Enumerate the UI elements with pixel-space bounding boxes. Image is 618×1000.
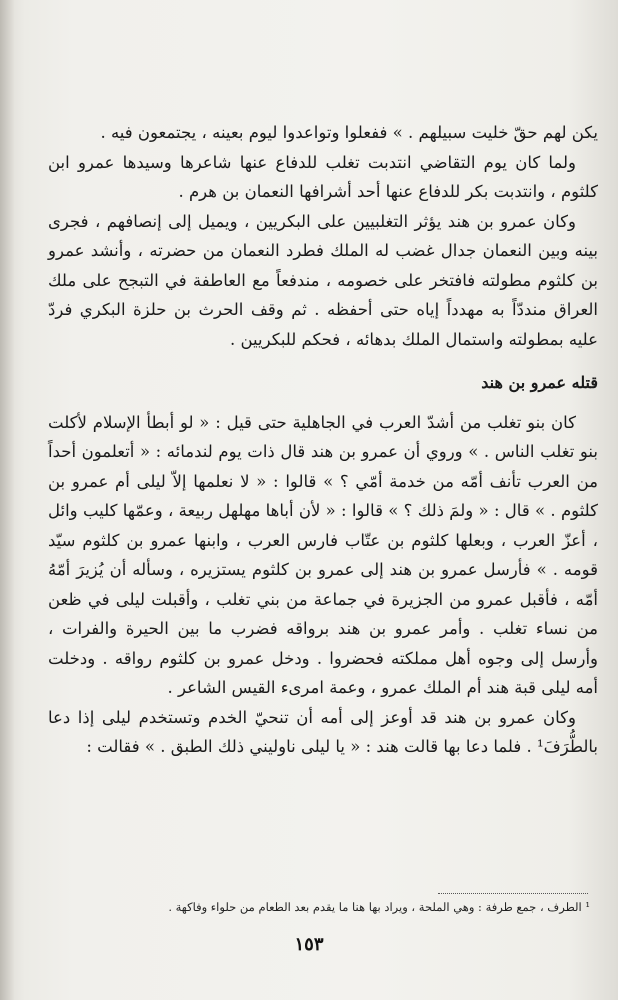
footnote-divider	[438, 893, 588, 894]
footnote: ¹ الطرف ، جمع طرفة : وهي الملحة ، ويراد بها هنا ما يقدم بعد الطعام من حلواء وفاكهة .	[168, 900, 590, 914]
paragraph: وكان عمرو بن هند قد أوعز إلى أمه أن تنحيّ الخدم وتستخدم ليلى إذا دعا بالطُّرَفَ¹ . فلما دعا بها قالت هند : « يا ليلى ناوليني ذلك الطبق . » فقالت :	[48, 707, 598, 756]
paragraph: وكان عمرو بن هند يؤثر التغلبيين على البكريين ، ويميل إلى إنصافهم ، فجرى بينه وبين النعمان جدال غضب له الملك فطرد النعمان من حضرته ، وأنشد عمرو بن كلثوم مطولته فافتخر على خصومه ، مندفعاً مع العاطفة في التبجح على ملك العراق منددّاً به مهدداً إياه حتى أحفظه . ثم وقف الحرث بن حلزة البكري فردّ عليه بمطولته واستمال الملك بدهائه ، فحكم للبكريين .	[48, 211, 598, 349]
main-text	[48, 118, 598, 762]
paragraph: كان بنو تغلب من أشدّ العرب في الجاهلية حتى قيل : « لو أبطأ الإسلام لأكلت بنو تغلب الناس . » وروي أن عمرو بن هند قال ذات يوم لندمائه : « أتعلمون أحداً من العرب تأنف أمّه من خدمة أمّي ؟ » قالوا : « لا نعلمها إلاّ ليلى أم عمرو بن كلثوم . » قال : « ولمَ ذلك ؟ » قالوا : « لأن أباها مهلهل ربيعة ، وعمّها كليب وائل ، أعزّ العرب ، وبعلها كلثوم بن عتّاب فارس العرب ، وابنها عمرو بن كلثوم سيّد قومه . » فأرسل عمرو بن هند إلى عمرو بن كلثوم يستزيره ، وسأله أن يُزيرَ أمّهُ أمّه ، فأقبل عمرو من الجزيرة في جماعة من بني تغلب ، وأقبلت ليلى في ظعن من نساء تغلب . وأمر عمرو بن هند برواقه فضرب ما بين الحيرة والفرات ، وأرسل إلى وجوه أهل مملكته فحضروا . ودخل عمرو بن كلثوم رواقه . ودخلت أمه ليلى قبة هند أم الملك عمرو ، وعمة امرىء القيس الشاعر .	[48, 412, 598, 697]
paragraph: ولما كان يوم التقاضي انتدبت تغلب للدفاع عنها شاعرها وسيدها عمرو ابن كلثوم ، وانتدبت بكر للدفاع عنها أحد أشرافها النعمان بن هرم .	[48, 152, 598, 201]
page-number: ١٥٣	[294, 934, 324, 955]
page-edge	[0, 0, 14, 1000]
paragraph: يكن لهم حقّ خليت سبيلهم . » ففعلوا وتواعدوا ليوم بعينه ، يجتمعون فيه .	[100, 123, 598, 142]
section-heading: قتله عمرو بن هند	[481, 373, 598, 392]
